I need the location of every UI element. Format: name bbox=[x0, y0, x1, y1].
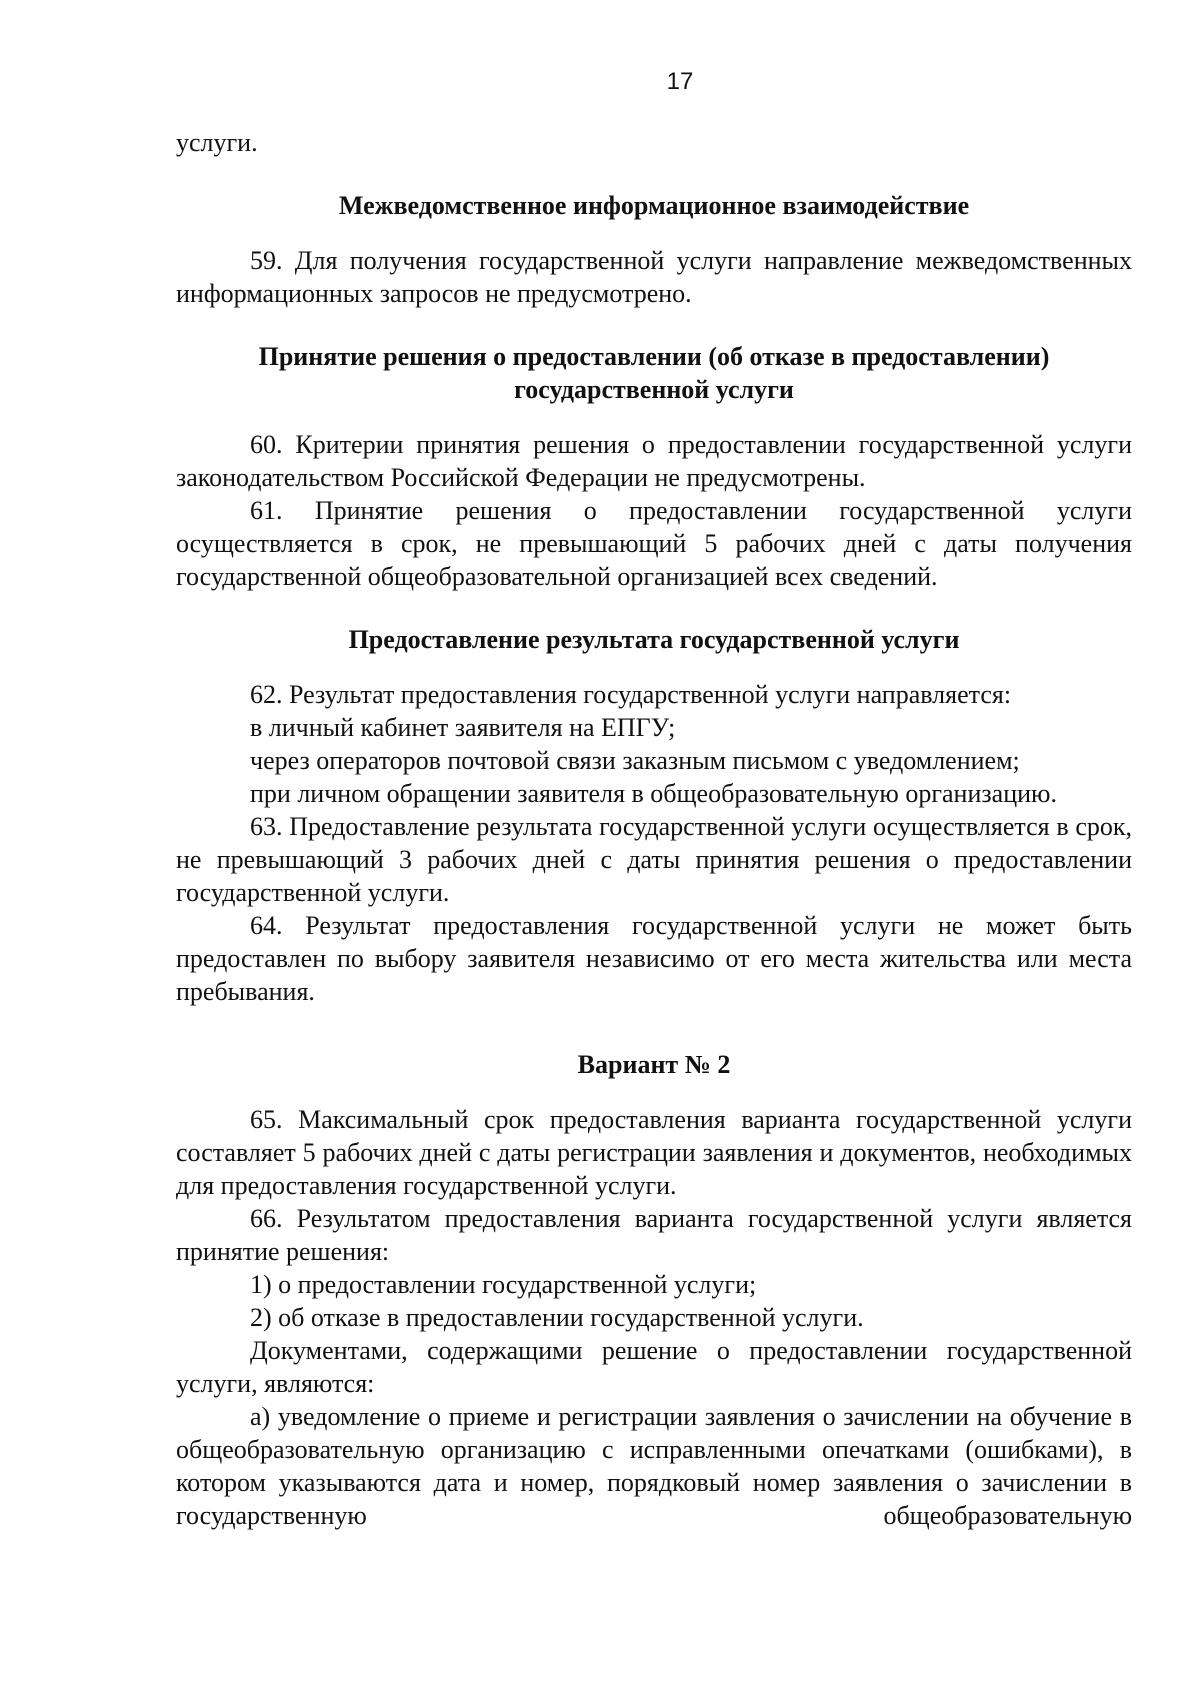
paragraph-64: 64. Результат предоставления государственной услуги не может быть предоставлен по выбору заявителя независимо от его места жительства или места пребывания. bbox=[176, 911, 1132, 1006]
page-number: 17 bbox=[666, 68, 694, 95]
paragraph-63: 63. Предоставление результата государственной услуги осуществляется в срок, не превышающий 3 рабочих дней с даты принятия решения о предоставлении государственной услуги. bbox=[176, 812, 1132, 907]
document-body bbox=[176, 126, 1132, 1532]
heading-decision-line-1: Принятие решения о предоставлении (об отказе в предоставлении) bbox=[258, 342, 1050, 371]
paragraph-62-item-personal: при личном обращении заявителя в общеобразовательную организацию. bbox=[250, 779, 1057, 808]
heading-variant-2: Вариант № 2 bbox=[577, 1050, 731, 1079]
paragraph-60: 60. Критерии принятия решения о предоставлении государственной услуги законодательством Российской Федерации не предусмотрены. bbox=[176, 430, 1132, 492]
paragraph-62: 62. Результат предоставления государственной услуги направляется: bbox=[250, 680, 1012, 709]
paragraph-66-item-a: а) уведомление о приеме и регистрации заявления о зачислении на обучение в общеобразовательную организацию с исправленными опечатками (ошибками), в котором указываются дата и номер, порядковый номер заявления о зачислении в государственную общеобразовательную bbox=[176, 1402, 1132, 1530]
paragraph-61: 61. Принятие решения о предоставлении государственной услуги осуществляется в срок, не превышающий 5 рабочих дней с даты получения государственной общеобразовательной организацией всех сведений. bbox=[176, 496, 1132, 591]
paragraph-66: 66. Результатом предоставления варианта государственной услуги является принятие решения: bbox=[176, 1204, 1132, 1266]
paragraph-66-documents: Документами, содержащими решение о предоставлении государственной услуги, являются: bbox=[176, 1336, 1132, 1398]
heading-decision-line-2: государственной услуги bbox=[514, 375, 794, 404]
paragraph-65: 65. Максимальный срок предоставления варианта государственной услуги составляет 5 рабочих дней с даты регистрации заявления и документов, необходимых для предоставления государственной услуги. bbox=[176, 1105, 1132, 1200]
paragraph-continuation: услуги. bbox=[176, 128, 258, 157]
paragraph-62-item-post: через операторов почтовой связи заказным письмом с уведомлением; bbox=[250, 746, 1020, 775]
heading-interagency-interaction: Межведомственное информационное взаимодействие bbox=[338, 191, 970, 220]
heading-result-provision: Предоставление результата государственной услуги bbox=[348, 625, 960, 654]
paragraph-62-item-epgu: в личный кабинет заявителя на ЕПГУ; bbox=[250, 713, 676, 742]
paragraph-59: 59. Для получения государственной услуги направление межведомственных информационных запросов не предусмотрено. bbox=[176, 246, 1132, 308]
paragraph-66-item-1: 1) о предоставлении государственной услуги; bbox=[250, 1270, 757, 1299]
paragraph-66-item-2: 2) об отказе в предоставлении государственной услуги. bbox=[250, 1303, 864, 1332]
